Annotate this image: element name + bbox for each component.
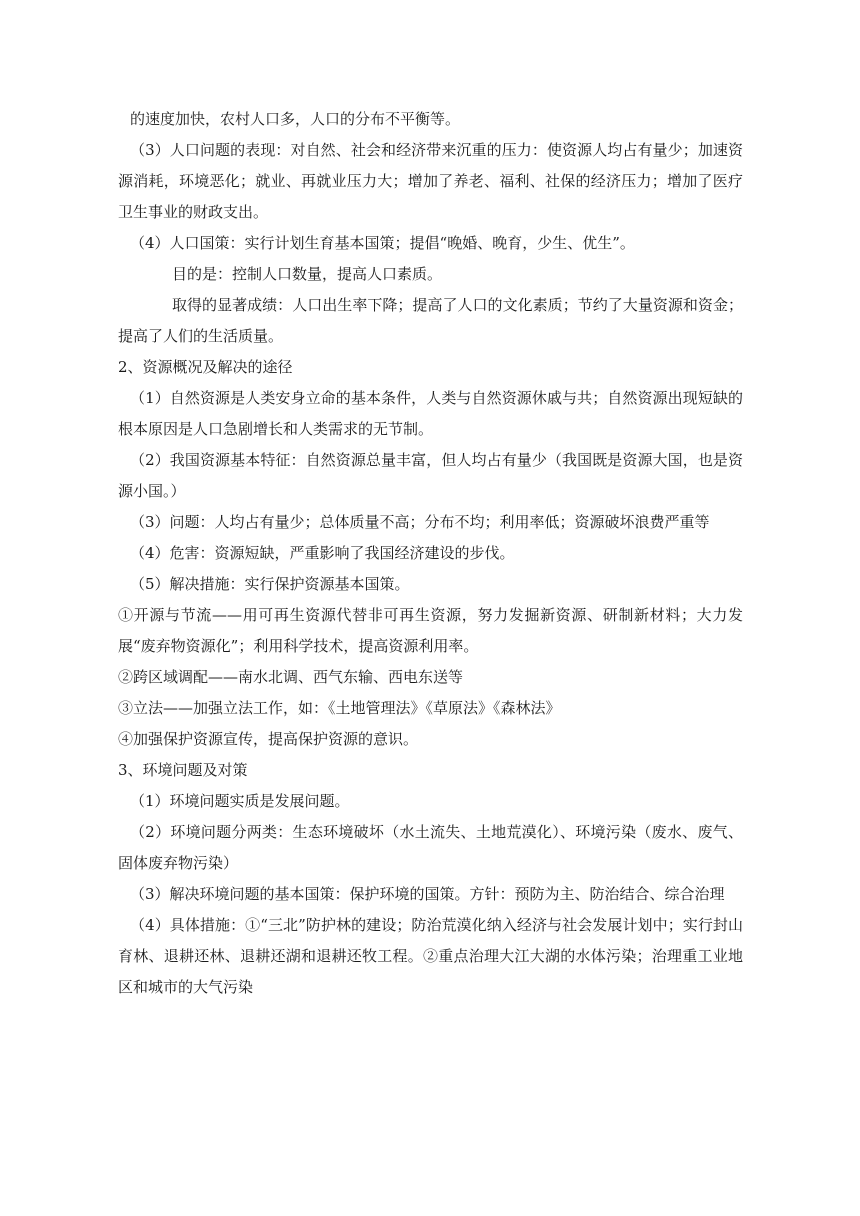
list-item: ③立法——加强立法工作，如：《土地管理法》《草原法》《森林法》 — [118, 699, 561, 717]
list-item: ①开源与节流——用可再生资源代替非可再生资源，努力发掘新资源、研制新材料；大力发展“废弃物资源化”；利用科学技术，提高资源利用率。 — [118, 606, 743, 655]
paragraph: （4）危害：资源短缺，严重影响了我国经济建设的步伐。 — [130, 544, 515, 562]
paragraph: （1）自然资源是人类安身立命的基本条件，人类与自然资源休戚与共；自然资源出现短缺的根本原因是人口急剧增长和人类需求的无节制。 — [118, 389, 743, 438]
paragraph: （2）我国资源基本特征：自然资源总量丰富，但人均占有量少（我国既是资源大国，也是资源小国。） — [118, 451, 743, 500]
paragraph: 取得的显著成绩：人口出生率下降；提高了人口的文化素质；节约了大量资源和资金；提高了人们的生活质量。 — [118, 296, 743, 345]
paragraph: （2）环境问题分两类：生态环境破坏（水土流失、土地荒漠化）、环境污染（废水、废气、固体废弃物污染） — [118, 823, 743, 872]
paragraph: （4）人口国策：实行计划生育基本国策；提倡“晚婚、晚育，少生、优生”。 — [130, 234, 635, 252]
paragraph: 的速度加快，农村人口多，人口的分布不平衡等。 — [130, 110, 461, 128]
paragraph: 目的是：控制人口数量，提高人口素质。 — [172, 265, 443, 283]
paragraph: （5）解决措施：实行保护资源基本国策。 — [130, 575, 410, 593]
list-item: ②跨区域调配——南水北调、西气东输、西电东送等 — [118, 668, 464, 686]
paragraph: （3）问题：人均占有量少；总体质量不高；分布不均；利用率低；资源破坏浪费严重等 — [130, 513, 710, 531]
paragraph: （4）具体措施：①“三北”防护林的建设；防治荒漠化纳入经济与社会发展计划中；实行封山育林、退耕还林、退耕还湖和退耕还牧工程。②重点治理大江大湖的水体污染；治理重工业地区和城市的大气污染 — [118, 916, 743, 996]
document-body — [118, 104, 743, 1003]
paragraph: （3）解决环境问题的基本国策：保护环境的国策。方针：预防为主、防治结合、综合治理 — [130, 885, 725, 903]
paragraph: （1）环境问题实质是发展问题。 — [130, 792, 350, 810]
section-heading: 2、资源概况及解决的途径 — [118, 358, 293, 376]
list-item: ④加强保护资源宣传，提高保护资源的意识。 — [118, 730, 419, 748]
section-heading: 3、环境问题及对策 — [118, 761, 248, 779]
paragraph: （3）人口问题的表现：对自然、社会和经济带来沉重的压力：使资源人均占有量少；加速资源消耗，环境恶化；就业、再就业压力大；增加了养老、福利、社保的经济压力；增加了医疗卫生事业的财政支出。 — [118, 141, 743, 221]
